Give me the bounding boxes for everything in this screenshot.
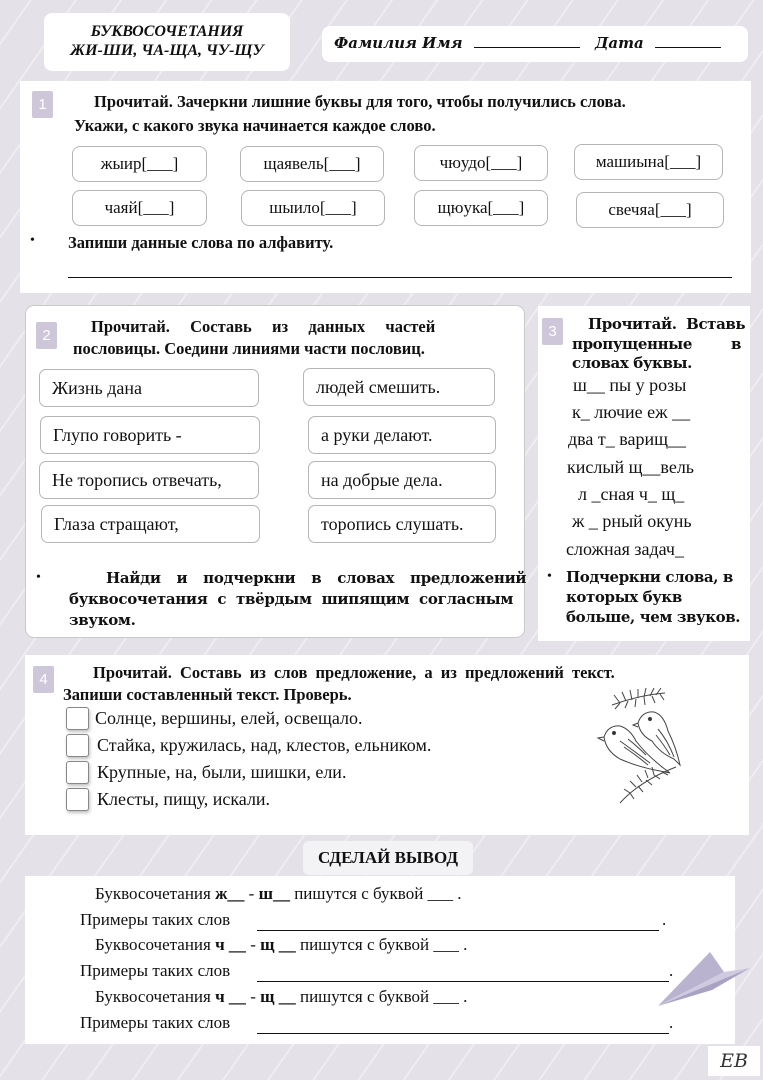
examples-end: . — [662, 910, 667, 929]
sentence-words: Солнце, вершины, елей, освещало. — [95, 708, 363, 728]
fill-in-phrase[interactable]: два т_ варищ__ — [568, 429, 687, 449]
answer-line[interactable] — [68, 257, 732, 278]
crossbills-illustration — [590, 685, 700, 805]
word-box[interactable]: щаявель[___] — [240, 146, 384, 182]
task-3-card — [538, 306, 750, 641]
task-2-instruction-1: Прочитай. Составь из данных частей — [91, 317, 436, 336]
proverb-end[interactable]: людей смешить. — [303, 368, 495, 406]
word-box[interactable]: машиына[___] — [574, 144, 723, 180]
rule-text: Буквосочетания — [95, 935, 216, 954]
examples-row — [80, 961, 230, 981]
pine-branch-top — [612, 688, 665, 709]
examples-row — [80, 1013, 230, 1033]
sentence-words: Клесты, пищу, искали. — [97, 789, 271, 809]
examples-label: Примеры таких слов — [80, 961, 231, 980]
paper-plane-icon — [654, 948, 763, 1008]
bullet: • — [30, 233, 35, 248]
author-signature — [708, 1046, 760, 1076]
task-4-instruction-1: Прочитай. Составь из слов предложение, а из предложений текст. — [93, 663, 615, 682]
rule-dash: - — [245, 987, 261, 1006]
conclusion-card — [25, 876, 735, 1044]
rule-end: пишутся с буквой ___ . — [295, 935, 468, 954]
fill-in-phrase[interactable]: сложная задач_ — [566, 539, 684, 559]
proverb-start[interactable]: Жизнь дана — [39, 369, 259, 407]
task-3-subtask-1: Подчеркни слова, в — [566, 568, 733, 586]
sentence-checkbox[interactable] — [66, 734, 89, 757]
task-number-badge: 2 — [36, 322, 57, 349]
word-box[interactable]: жыир[___] — [72, 146, 207, 182]
sentence-words: Стайка, кружилась, над, клестов, ельником. — [97, 735, 432, 755]
proverb-start[interactable]: Не торопись отвечать, — [39, 461, 259, 499]
task-2-subtask-1: Найди и подчеркни в словах предложений — [106, 569, 527, 587]
conclusion-heading — [303, 841, 473, 875]
title-line-1: БУКВОСОЧЕТАНИЯ — [90, 23, 244, 40]
sentence-checkbox[interactable] — [66, 788, 89, 811]
name-label: Фамилия Имя — [334, 34, 463, 52]
task-number-badge: 4 — [33, 666, 54, 693]
rule-dash: - — [244, 884, 259, 903]
task-3-instruction-2a: пропущенные — [572, 335, 692, 353]
word-box[interactable]: свечяа[___] — [576, 192, 724, 228]
task-2-subtask-3: звуком. — [69, 611, 136, 629]
task-3-subtask-3: больше, чем звуков. — [566, 608, 741, 626]
task-2-subtask-2: буквосочетания с твёрдым шипящим согласным — [69, 590, 514, 608]
word-box[interactable]: щюука[___] — [414, 190, 548, 226]
proverb-end[interactable]: торопись слушать. — [308, 505, 496, 543]
rule-letters: ч __ — [215, 987, 246, 1006]
conclusion-rule — [95, 935, 467, 955]
word-box[interactable]: шыило[___] — [241, 190, 385, 226]
examples-label: Примеры таких слов — [80, 910, 231, 929]
task-2-card — [25, 305, 525, 638]
conclusion-rule — [95, 987, 467, 1007]
word-box[interactable]: чаяй[___] — [72, 190, 207, 226]
rule-letters: щ __ — [260, 935, 296, 954]
task-2-instruction-2: пословицы. Соедини линиями части пословиц. — [73, 339, 425, 358]
proverb-end[interactable]: на добрые дела. — [308, 461, 496, 499]
title-line-2: ЖИ-ШИ, ЧА-ЩА, ЧУ-ЩУ — [70, 42, 264, 59]
worksheet-title — [44, 13, 290, 71]
sentence-checkbox[interactable] — [66, 707, 89, 730]
conclusion-rule — [95, 884, 462, 904]
task-1-instruction-1: Прочитай. Зачеркни лишние буквы для того, чтобы получились слова. — [94, 92, 626, 111]
task-1-card — [20, 81, 751, 293]
signature-text: ЕВ — [720, 1050, 748, 1072]
bullet: • — [36, 570, 41, 585]
examples-end: . — [669, 961, 674, 980]
rule-text: Буквосочетания — [95, 884, 216, 903]
task-4-instruction-2: Запиши составленный текст. Проверь. — [63, 685, 352, 704]
examples-row — [80, 910, 230, 930]
fill-in-phrase[interactable]: ж _ рный окунь — [572, 511, 692, 531]
rule-end: пишутся с буквой ___ . — [289, 884, 462, 903]
proverb-start[interactable]: Глаза стращают, — [41, 505, 260, 543]
task-1-subtask: Запиши данные слова по алфавиту. — [68, 233, 334, 252]
task-number-badge: 3 — [542, 318, 563, 345]
task-3-instruction-3: словах буквы. — [572, 354, 692, 372]
examples-label: Примеры таких слов — [80, 1013, 231, 1032]
proverb-start[interactable]: Глупо говорить - — [40, 416, 260, 454]
task-4-card — [25, 655, 749, 835]
date-label: Дата — [595, 34, 644, 52]
sentence-checkbox[interactable] — [66, 761, 89, 784]
bird-back — [633, 712, 680, 765]
rule-letters: ш__ — [258, 884, 290, 903]
conclusion-heading-text: СДЕЛАЙ ВЫВОД — [317, 848, 459, 867]
rule-letters: ж__ — [215, 884, 245, 903]
rule-dash: - — [245, 935, 261, 954]
word-box[interactable]: чюудо[___] — [414, 145, 548, 181]
examples-answer-line[interactable] — [257, 910, 659, 931]
rule-text: Буквосочетания — [95, 987, 216, 1006]
task-3-subtask-2: которых букв — [566, 588, 682, 606]
fill-in-phrase[interactable]: к_ лючие еж __ — [572, 402, 691, 422]
proverb-end[interactable]: а руки делают. — [308, 416, 496, 454]
name-field[interactable] — [474, 34, 580, 48]
rule-end: пишутся с буквой ___ . — [295, 987, 468, 1006]
rule-letters: щ __ — [260, 987, 296, 1006]
task-3-instruction-1: Прочитай. Вставь — [588, 315, 746, 333]
date-field[interactable] — [655, 34, 721, 48]
task-number-badge: 1 — [32, 91, 53, 118]
sentence-words: Крупные, на, были, шишки, ели. — [97, 762, 347, 782]
name-date-box — [322, 26, 748, 62]
fill-in-phrase[interactable]: кислый щ__вель — [567, 457, 695, 477]
rule-letters: ч __ — [215, 935, 246, 954]
task-1-instruction-2: Укажи, с какого звука начинается каждое слово. — [74, 116, 436, 135]
examples-answer-line[interactable] — [257, 961, 669, 982]
fill-in-phrase[interactable]: л _сная ч_ щ_ — [578, 484, 685, 504]
task-3-instruction-2b: в — [731, 335, 742, 353]
examples-end: . — [669, 1013, 674, 1032]
bullet: • — [547, 569, 552, 584]
examples-answer-line[interactable] — [257, 1013, 669, 1034]
fill-in-phrase[interactable]: ш__ пы у розы — [573, 375, 687, 395]
